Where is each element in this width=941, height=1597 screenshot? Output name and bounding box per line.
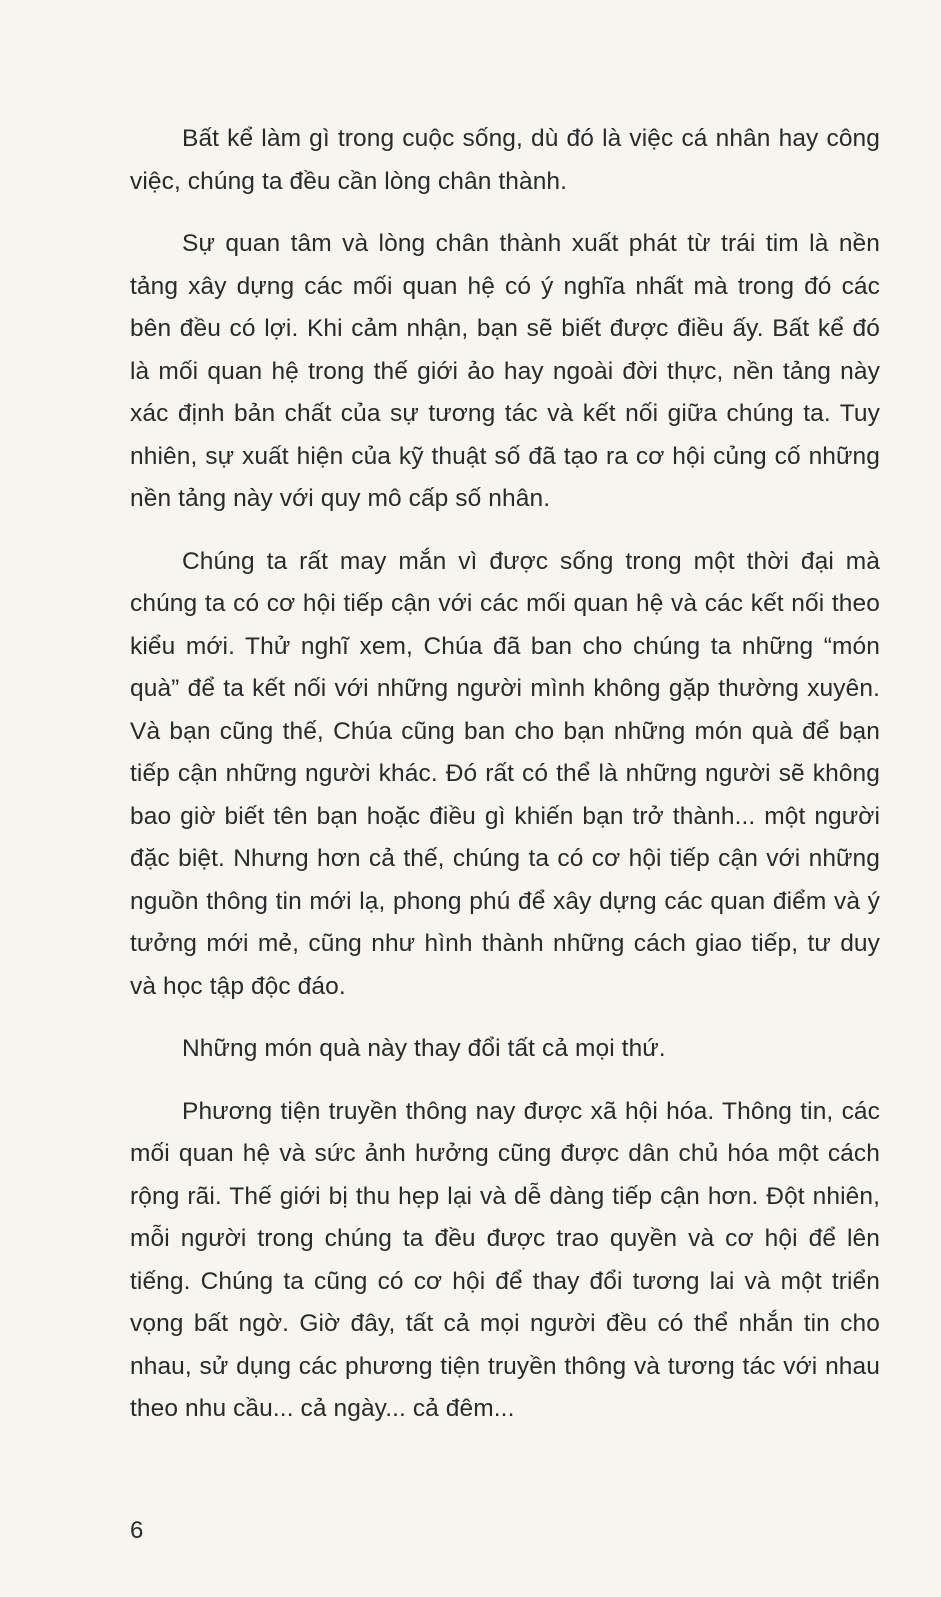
page-number: 6 <box>130 1517 144 1544</box>
paragraph-4: Những món quà này thay đổi tất cả mọi thứ. <box>182 1035 666 1062</box>
paragraph-5: Phương tiện truyền thông nay được xã hội hóa. Thông tin, các mối quan hệ và sức ảnh hưởng cũng được dân chủ hóa một cách rộng rãi. Thế giới bị thu hẹp lại và dễ dàng tiếp cận hơn. Đột nhiên, mỗi người trong chúng ta đều được trao quyền và cơ hội để lên tiếng. Chúng ta cũng có cơ hội để thay đổi tương lai và một triển vọng bất ngờ. Giờ đây, tất cả mọi người đều có thể nhắn tin cho nhau, sử dụng các phương tiện truyền thông và tương tác với nhau theo nhu cầu... cả ngày... cả đêm... <box>130 1097 880 1422</box>
paragraph-2: Sự quan tâm và lòng chân thành xuất phát từ trái tim là nền tảng xây dựng các mối quan hệ có ý nghĩa nhất mà trong đó các bên đều có lợi. Khi cảm nhận, bạn sẽ biết được điều ấy. Bất kể đó là mối quan hệ trong thế giới ảo hay ngoài đời thực, nền tảng này xác định bản chất của sự tương tác và kết nối giữa chúng ta. Tuy nhiên, sự xuất hiện của kỹ thuật số đã tạo ra cơ hội củng cố những nền tảng này với quy mô cấp số nhân. <box>130 230 880 512</box>
paragraph-1: Bất kể làm gì trong cuộc sống, dù đó là việc cá nhân hay công việc, chúng ta đều cần lòng chân thành. <box>130 125 880 195</box>
paragraph-3: Chúng ta rất may mắn vì được sống trong một thời đại mà chúng ta có cơ hội tiếp cận với các mối quan hệ và các kết nối theo kiểu mới. Thử nghĩ xem, Chúa đã ban cho chúng ta những “món quà” để ta kết nối với những người mình không gặp thường xuyên. Và bạn cũng thế, Chúa cũng ban cho bạn những món quà để bạn tiếp cận những người khác. Đó rất có thể là những người sẽ không bao giờ biết tên bạn hoặc điều gì khiến bạn trở thành... một người đặc biệt. Nhưng hơn cả thế, chúng ta có cơ hội tiếp cận với những nguồn thông tin mới lạ, phong phú để xây dựng các quan điểm và ý tưởng mới mẻ, cũng như hình thành những cách giao tiếp, tư duy và học tập độc đáo. <box>130 547 880 1000</box>
body-text <box>130 118 880 1451</box>
